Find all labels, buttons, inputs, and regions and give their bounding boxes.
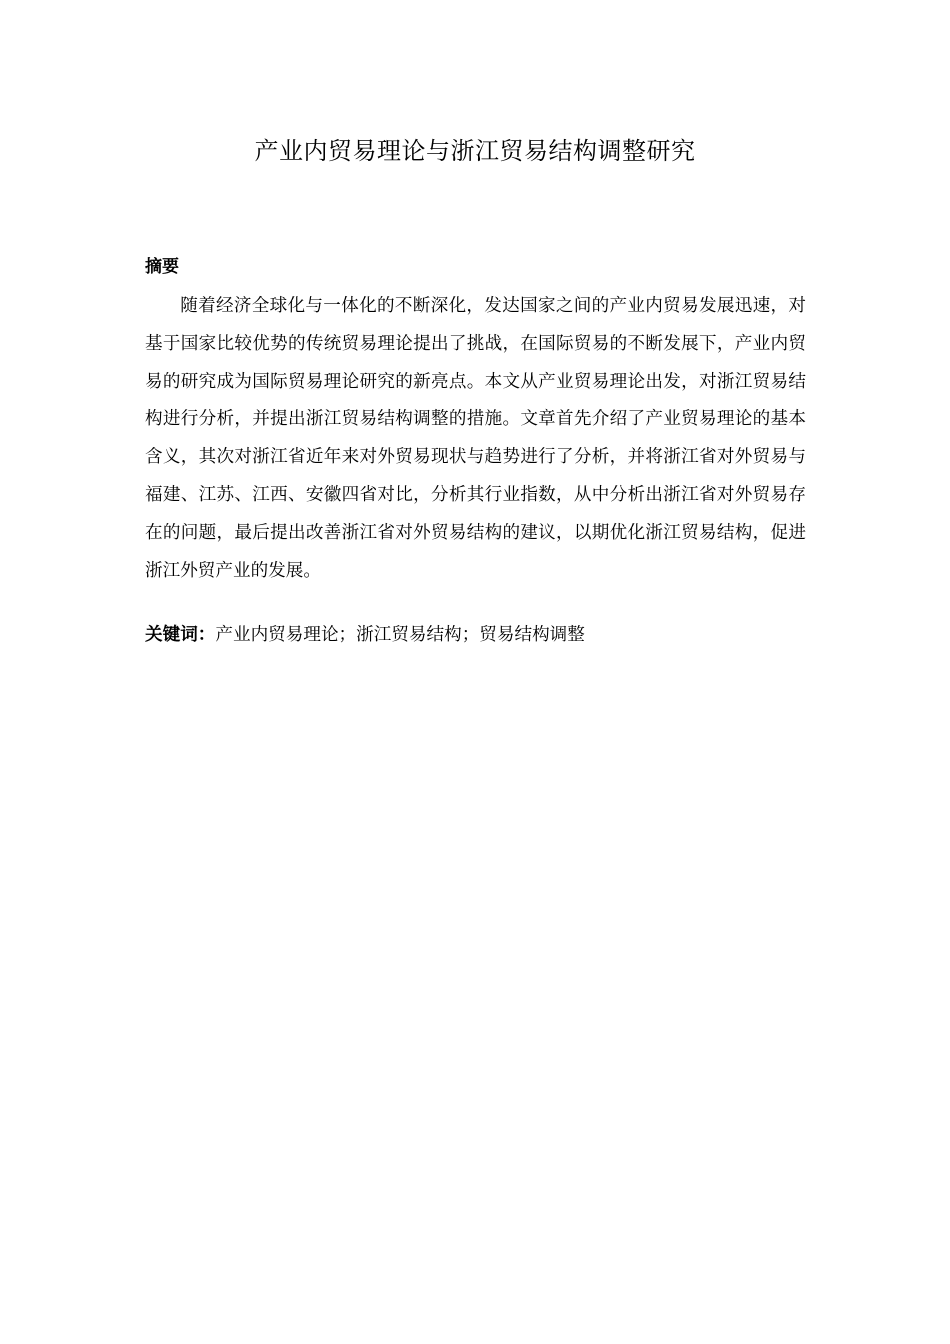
keywords-text: 产业内贸易理论；浙江贸易结构；贸易结构调整 xyxy=(215,625,585,645)
document-title: 产业内贸易理论与浙江贸易结构调整研究 xyxy=(254,137,696,165)
keywords-line xyxy=(145,620,585,650)
abstract-body: 随着经济全球化与一体化的不断深化，发达国家之间的产业内贸易发展迅速，对基于国家比较优势的传统贸易理论提出了挑战，在国际贸易的不断发展下，产业内贸易的研究成为国际贸易理论研究的新亮点。本文从产业贸易理论出发，对浙江贸易结构进行分析，并提出浙江贸易结构调整的措施。文章首先介绍了产业贸易理论的基本含义，其次对浙江省近年来对外贸易现状与趋势进行了分析，并将浙江省对外贸易与福建、江苏、江西、安徽四省对比，分析其行业指数，从中分析出浙江省对外贸易存在的问题，最后提出改善浙江省对外贸易结构的建议，以期优化浙江贸易结构，促进浙江外贸产业的发展。 xyxy=(145,296,806,581)
keywords-label: 关键词： xyxy=(145,625,216,645)
abstract-heading: 摘要 xyxy=(145,257,179,277)
